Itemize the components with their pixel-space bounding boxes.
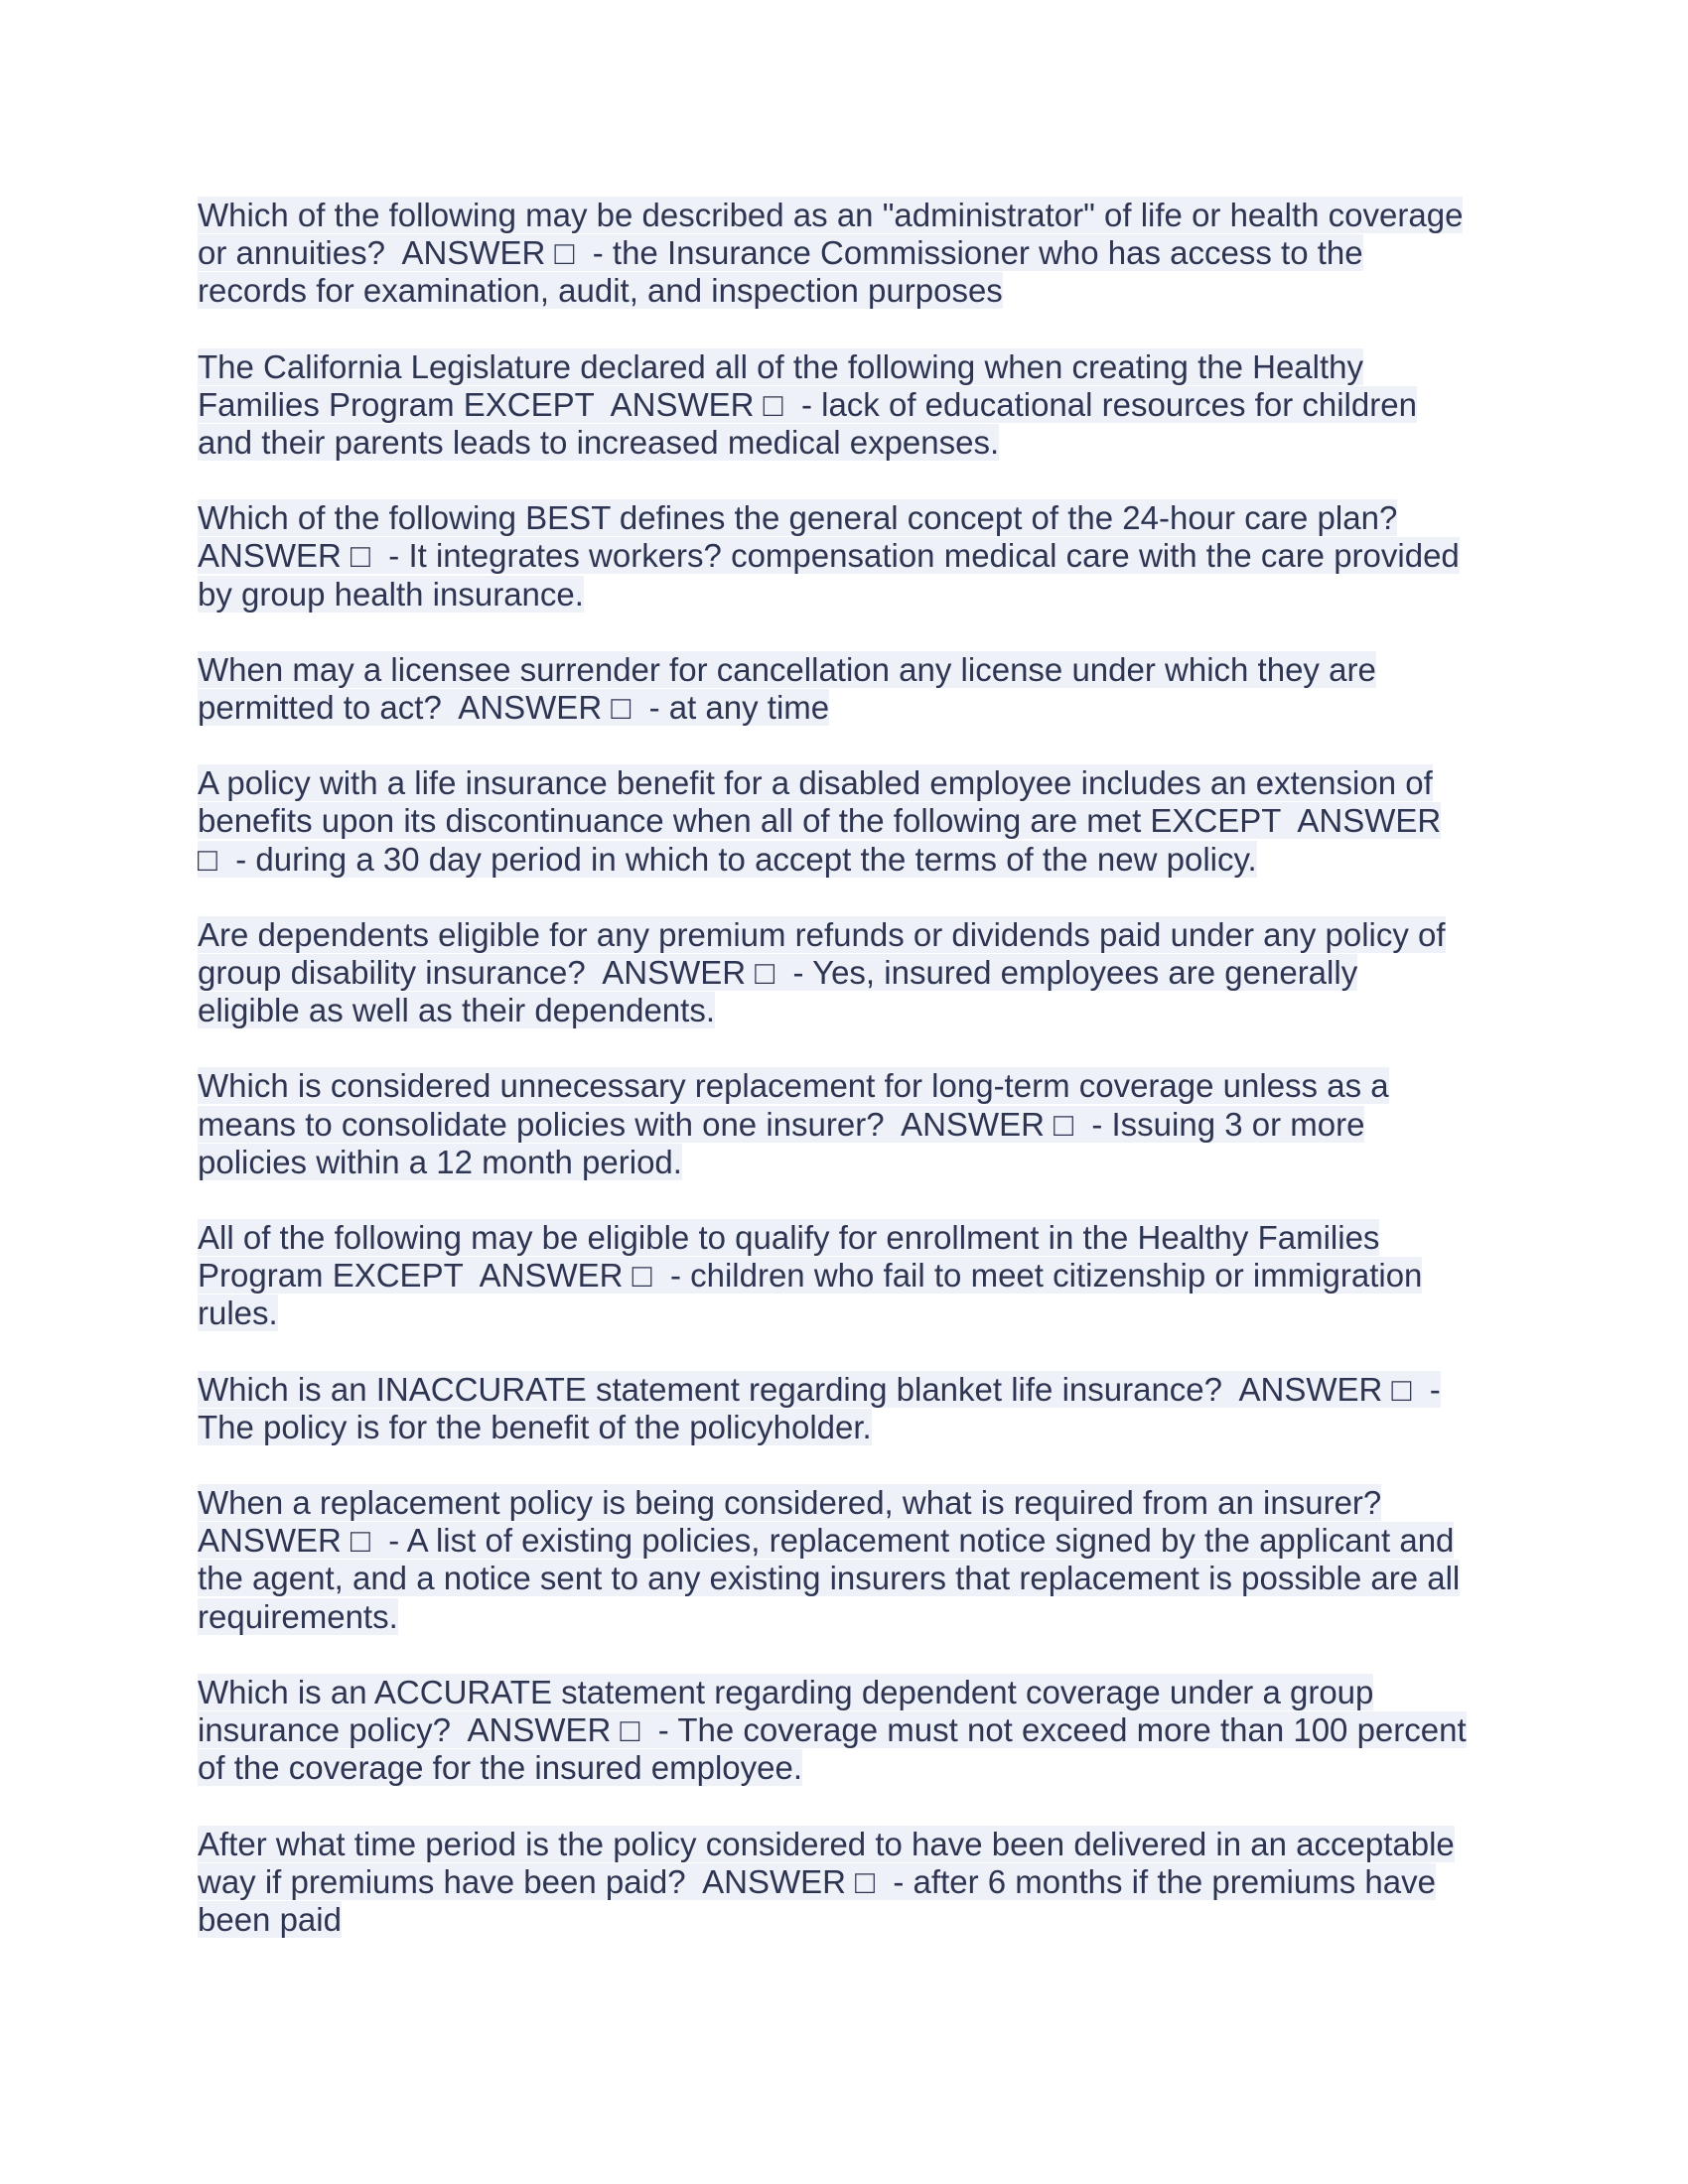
qa-text-line [198,272,1488,310]
qa-text-line [198,537,1488,575]
qa-item [198,1674,1488,1788]
qa-text-line [198,1863,1488,1901]
qa-text: of the coverage for the insured employee. [198,1749,803,1787]
qa-text: When may a licensee surrender for cancellation any license under which they are [198,650,1376,688]
qa-text-line [198,1067,1488,1105]
qa-text-line [198,1106,1488,1144]
qa-text-line [198,348,1488,386]
qa-text: □ - during a 30 day period in which to accept the terms of the new policy. [198,840,1257,878]
qa-text-line [198,1711,1488,1749]
qa-text-line [198,234,1488,272]
qa-text-line [198,1371,1488,1409]
qa-item [198,1371,1488,1446]
qa-text: Which is considered unnecessary replacement for long-term coverage unless as a [198,1067,1389,1105]
qa-text: policies within a 12 month period. [198,1143,682,1180]
qa-text: After what time period is the policy considered to have been delivered in an acceptable [198,1825,1455,1862]
qa-text: Families Program EXCEPT ANSWER □ - lack of educational resources for children [198,385,1417,423]
qa-text: benefits upon its discontinuance when all of the following are met EXCEPT ANSWER [198,802,1442,840]
qa-item [198,764,1488,879]
qa-text-line [198,1598,1488,1636]
qa-item [198,651,1488,727]
qa-text: Which is an ACCURATE statement regarding dependent coverage under a group [198,1673,1374,1710]
qa-text: eligible as well as their dependents. [198,992,715,1029]
qa-text-line [198,424,1488,462]
qa-item [198,197,1488,311]
qa-text: ANSWER □ - A list of existing policies, replacement notice signed by the applicant and [198,1522,1455,1560]
qa-item [198,1067,1488,1181]
qa-list [198,197,1488,1977]
qa-text-line [198,1522,1488,1560]
qa-text: The California Legislature declared all of the following when creating the Healthy [198,347,1364,385]
qa-item [198,916,1488,1030]
qa-text: group disability insurance? ANSWER □ - Yes, insured employees are generally [198,954,1358,992]
qa-text: ANSWER □ - It integrates workers? compensation medical care with the care provided [198,537,1460,575]
qa-item [198,499,1488,614]
qa-text: way if premiums have been paid? ANSWER □ - after 6 months if the premiums have [198,1862,1436,1900]
qa-item [198,1826,1488,1940]
qa-text: When a replacement policy is being considered, what is required from an insurer? [198,1484,1382,1522]
qa-item [198,348,1488,463]
qa-text-line [198,651,1488,689]
qa-text-line [198,1257,1488,1295]
qa-text-line [198,992,1488,1029]
qa-text-line [198,1560,1488,1597]
qa-text-line [198,954,1488,992]
qa-text-line [198,1295,1488,1332]
qa-text-line [198,802,1488,840]
qa-text: been paid [198,1900,342,1938]
qa-text-line [198,1674,1488,1711]
qa-text: All of the following may be eligible to qualify for enrollment in the Healthy Families [198,1219,1380,1257]
qa-text: by group health insurance. [198,575,584,613]
qa-item [198,1219,1488,1333]
qa-text-line [198,576,1488,614]
qa-text-line [198,1484,1488,1522]
qa-text: Program EXCEPT ANSWER □ - children who fail to meet citizenship or immigration [198,1257,1423,1295]
qa-text: and their parents leads to increased medical expenses. [198,424,1000,462]
qa-text-line [198,841,1488,879]
qa-text: or annuities? ANSWER □ - the Insurance Commissioner who has access to the [198,234,1363,272]
qa-text-line [198,916,1488,954]
qa-text-line [198,1901,1488,1939]
qa-text: means to consolidate policies with one insurer? ANSWER □ - Issuing 3 or more [198,1105,1365,1143]
qa-text: rules. [198,1295,278,1332]
qa-item [198,1484,1488,1636]
qa-text-line [198,764,1488,802]
qa-text-line [198,1409,1488,1446]
qa-text: A policy with a life insurance benefit for a disabled employee includes an extension of [198,764,1433,802]
qa-text-line [198,197,1488,234]
qa-text: The policy is for the benefit of the policyholder. [198,1408,872,1445]
qa-text: Are dependents eligible for any premium refunds or dividends paid under any policy of [198,915,1446,953]
qa-text-line [198,386,1488,424]
qa-text: requirements. [198,1597,398,1635]
qa-text: insurance policy? ANSWER □ - The coverage must not exceed more than 100 percent [198,1711,1467,1749]
qa-text: the agent, and a notice sent to any existing insurers that replacement is possible are all [198,1560,1461,1597]
qa-text: Which is an INACCURATE statement regarding blanket life insurance? ANSWER □ - [198,1370,1441,1408]
qa-text: Which of the following may be described as an "administrator" of life or health coverage [198,197,1464,233]
qa-text: records for examination, audit, and inspection purposes [198,272,1003,310]
qa-text: permitted to act? ANSWER □ - at any time [198,689,830,727]
qa-text-line [198,499,1488,537]
qa-text-line [198,1219,1488,1257]
qa-text-line [198,1749,1488,1787]
qa-text: Which of the following BEST defines the general concept of the 24-hour care plan? [198,499,1398,537]
qa-text-line [198,1826,1488,1863]
qa-text-line [198,689,1488,727]
qa-text-line [198,1144,1488,1181]
